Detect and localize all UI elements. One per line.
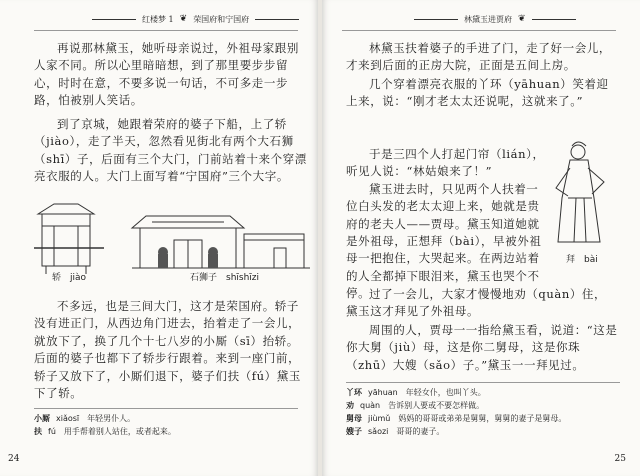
- note-item: [34, 425, 310, 438]
- chapter-title: 林黛玉进贾府: [464, 14, 512, 24]
- paragraph: 林黛玉扶着婆子的手进了门，走了好一会儿，才来到后面的正房大院，正面是五间上房。: [346, 41, 611, 73]
- note-term: 小厮: [34, 414, 50, 423]
- note-term: 丫环: [346, 388, 362, 397]
- header-rule-left: [414, 19, 458, 20]
- paragraph: 到了京城，她跟着荣府的婆子下船，上了轿（jiào），走了半天，忽然看见街北有两个大石狮（shī）子，后面有三个大门，门前站着十来个穿漂亮衣服的人。大门上面写着“宁国府”三个大字。: [34, 117, 307, 184]
- paragraph: 不多远，也是三间大门，这才是荣国府。轿子没有进正门，从西边角门进去，抬着走了一会儿，就放下了，换了几个十七八岁的小厮（sī）抬轿。后面的婆子也都下了轿步行跟着。来到一座门前，轿子又放下了，小厮们退下，婆子们扶（fú）黛玉下了轿。: [34, 299, 301, 401]
- header-ornament-icon: ❦: [179, 14, 188, 24]
- notes-divider: [34, 408, 298, 409]
- bowing-lady-illustration: [548, 138, 618, 248]
- left-header: [92, 10, 299, 28]
- note-item: [346, 399, 618, 412]
- note-item: [346, 412, 618, 425]
- caption-sedan: 轿 jiào: [52, 273, 87, 283]
- paragraph: 过了一会儿，大家才慢慢地劝（quàn）住，黛玉这才拜见了外祖母。: [346, 287, 607, 319]
- note-text: xiǎosī 年轻男仆人。: [56, 414, 136, 423]
- note-item: [34, 412, 310, 425]
- note-text: quàn 告诉别人要或不要怎样做。: [360, 401, 485, 410]
- header-rule-left: [92, 19, 136, 20]
- paragraph: 再说那林黛玉，她听母亲说过，外祖母家跟别人家不同。所以心里暗暗想，到了那里要步步留心，时时在意，不要多说一句话，不可多走一步路，怕被别人笑话。: [34, 41, 299, 108]
- note-term: 嫂子: [346, 427, 362, 436]
- caption-stone-lion: 石狮子 shīshīzi: [190, 273, 260, 283]
- header-ornament-icon: ❦: [518, 14, 526, 24]
- notes-divider: [346, 382, 620, 383]
- caption-bow: 拜 bài: [566, 255, 598, 265]
- paragraph: 周围的人，贾母一一指给黛玉看，说道：“这是你大舅（jiù）母，这是你二舅母，这是你珠（zhū）大嫂（sǎo）子。”黛玉一一拜见过。: [346, 323, 618, 372]
- header-divider: [342, 30, 616, 31]
- paragraph: 几个穿着漂亮衣服的丫环（yāhuan）笑着迎上来，说：“刚才老太太还说呢，这就来了。”: [346, 77, 609, 109]
- paragraph-text: 于是三四个人打起门帘（lián），听见人说：“林姑娘来了！”: [346, 147, 545, 179]
- note-text: fú 用手帮着别人站住，或者起来。: [48, 427, 176, 436]
- note-text: jiùmǔ 妈妈的哥哥或弟弟是舅舅，舅舅的妻子是舅母。: [368, 414, 567, 423]
- note-term: 扶: [34, 427, 42, 436]
- note-text: sǎozi 哥哥的妻子。: [368, 427, 445, 436]
- page-number: 25: [614, 454, 626, 464]
- header-rule-right: [532, 19, 576, 20]
- page-number: 24: [8, 454, 20, 464]
- chapter-title: 荣国府和宁国府: [193, 14, 250, 24]
- note-item: [346, 386, 618, 399]
- note-term: 劝: [346, 401, 354, 410]
- note-term: 舅母: [346, 414, 362, 423]
- right-page: [322, 0, 640, 476]
- vocabulary-notes: [346, 386, 618, 438]
- paragraph-text: 黛玉进去时，只见两个人扶着一位白头发的老太太迎上来，她就是贵府的老夫人——贾母。黛玉知道她就是外祖母，正想拜（bài），早被外祖母一把抱住，大哭起来。在两边站着的人全都掉下眼泪来，黛玉也哭个不停。: [346, 181, 542, 301]
- header-rule-right: [255, 19, 299, 20]
- book-title: 红楼梦 1: [142, 14, 174, 24]
- sedan-chair-icon: [34, 204, 104, 274]
- right-header: [414, 10, 576, 28]
- note-text: yāhuan 年轻女仆，也叫丫头。: [368, 388, 486, 397]
- header-divider: [34, 30, 298, 31]
- left-page: [0, 0, 318, 476]
- note-item: [346, 425, 618, 438]
- bowing-figure-icon: [556, 142, 604, 242]
- paragraph: [346, 146, 546, 303]
- vocabulary-notes: [34, 412, 310, 438]
